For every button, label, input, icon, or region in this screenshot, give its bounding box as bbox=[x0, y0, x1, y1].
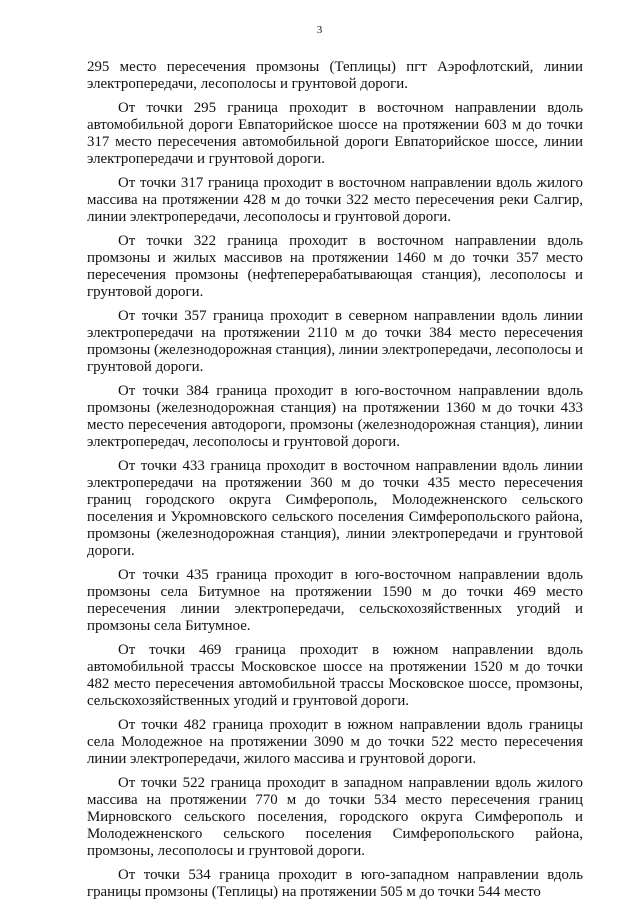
paragraph-9: От точки 469 граница проходит в южном направлении вдоль автомобильной трассы Московское шоссе на протяжении 1520 м до точки 482 место пересечения автомобильной трассы Московское шоссе, промзоны, сельскохозяйственных угодий и грунтовой дороги. bbox=[87, 641, 583, 709]
paragraph-6: От точки 384 граница проходит в юго-восточном направлении вдоль промзоны (железнодорожная станция) на протяжении 1360 м до точки 433 место пересечения автодороги, промзоны (железнодорожная станция), линии электропередач, лесополосы и грунтовой дороги. bbox=[87, 382, 583, 450]
paragraph-8: От точки 435 граница проходит в юго-восточном направлении вдоль промзоны села Битумное на протяжении 1590 м до точки 469 место пересечения линии электропередачи, сельскохозяйственных угодий и промзоны села Битумное. bbox=[87, 566, 583, 634]
paragraph-7: От точки 433 граница проходит в восточном направлении вдоль линии электропередачи на протяжении 360 м до точки 435 место пересечения границ городского округа Симферополь, Молодежненского сельского поселения и Укромновского сельского поселения Симферопольского района, промзоны (железнодорожная станция), линии электропередачи и грунтовой дороги. bbox=[87, 457, 583, 559]
page-number: 3 bbox=[316, 24, 323, 36]
paragraph-5: От точки 357 граница проходит в северном направлении вдоль линии электропередачи на протяжении 2110 м до точки 384 место пересечения промзоны (железнодорожная станция), линии электропередачи, лесополосы и грунтовой дороги. bbox=[87, 307, 583, 375]
paragraph-1: 295 место пересечения промзоны (Теплицы) пгт Аэрофлотский, линии электропередачи, лесополосы и грунтовой дороги. bbox=[87, 59, 583, 93]
document-body bbox=[87, 59, 583, 907]
paragraph-10: От точки 482 граница проходит в южном направлении вдоль границы села Молодежное на протяжении 3090 м до точки 522 место пересечения линии электропередачи, жилого массива и грунтовой дороги. bbox=[87, 716, 583, 767]
paragraph-3: От точки 317 граница проходит в восточном направлении вдоль жилого массива на протяжении 428 м до точки 322 место пересечения реки Салгир, линии электропередачи, лесополосы и грунтовой дороги. bbox=[87, 174, 583, 225]
paragraph-11: От точки 522 граница проходит в западном направлении вдоль жилого массива на протяжении 770 м до точки 534 место пересечения границ Мирновского сельского поселения, городского округа Симферополь и Молодежненского сельского поселения Симферопольского района, промзоны, лесополосы и грунтовой дороги. bbox=[87, 774, 583, 859]
paragraph-4: От точки 322 граница проходит в восточном направлении вдоль промзоны и жилых массивов на протяжении 1460 м до точки 357 место пересечения промзоны (нефтеперерабатывающая станция), лесополосы и грунтовой дороги. bbox=[87, 232, 583, 300]
paragraph-2: От точки 295 граница проходит в восточном направлении вдоль автомобильной дороги Евпаторийское шоссе на протяжении 603 м до точки 317 место пересечения автомобильной дороги Евпаторийское шоссе, линии электропередачи и грунтовой дороги. bbox=[87, 99, 583, 168]
paragraph-12: От точки 534 граница проходит в юго-западном направлении вдоль границы промзоны (Теплицы) на протяжении 505 м до точки 544 место bbox=[87, 866, 583, 900]
